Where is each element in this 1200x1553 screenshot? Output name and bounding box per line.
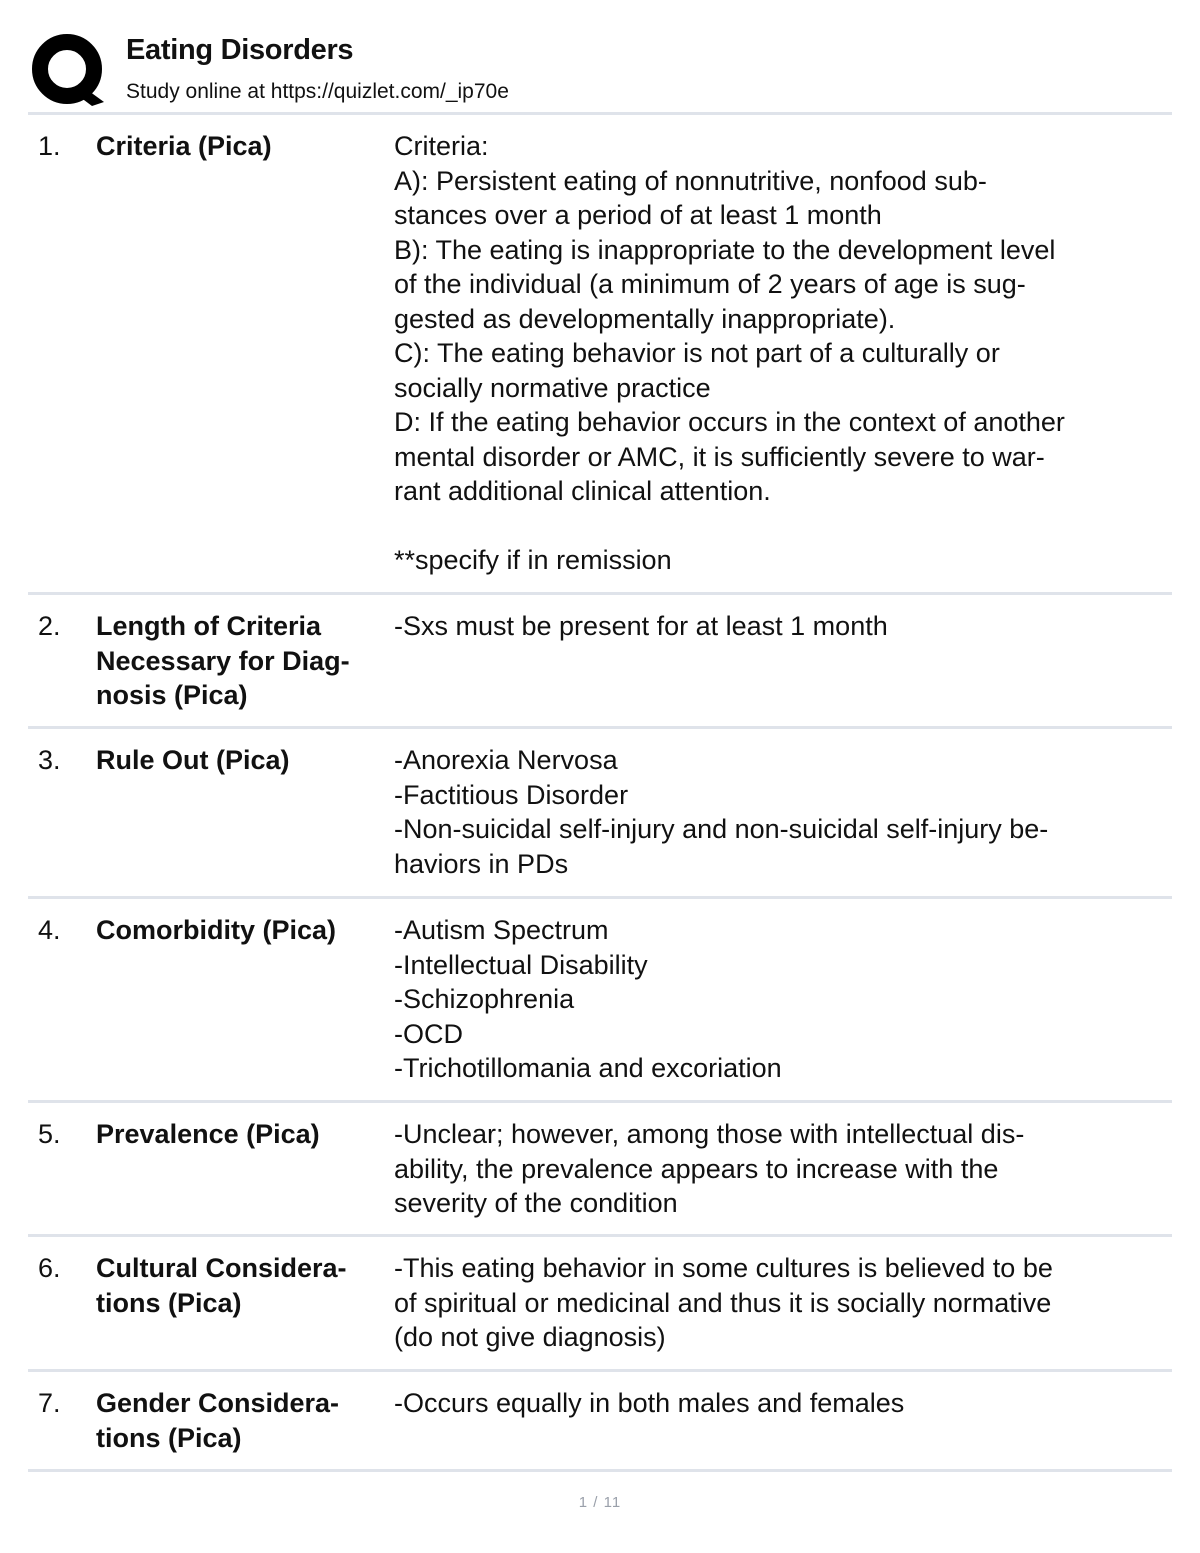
card-number: 5.: [38, 1119, 61, 1149]
flashcard-list: [28, 112, 1172, 1472]
card-number: 1.: [38, 131, 61, 161]
card-term: Gender Considera- tions (Pica): [96, 1388, 340, 1453]
card-definition: -Anorexia Nervosa -Factitious Disorder -Non-suicidal self-injury and non-suicidal self-injury be- haviors in PDs: [394, 745, 1049, 879]
card-definition: -Sxs must be present for at least 1 month: [394, 611, 888, 641]
card-term: Comorbidity (Pica): [96, 915, 337, 945]
page-number: 1 / 11: [578, 1494, 622, 1511]
card-term: Criteria (Pica): [96, 131, 272, 161]
card-number: 4.: [38, 915, 61, 945]
card-row: [28, 1103, 1172, 1237]
card-row: [28, 595, 1172, 729]
card-row: [28, 729, 1172, 899]
card-row: [28, 115, 1172, 595]
card-term: Length of Criteria Necessary for Diag- nosis (Pica): [96, 611, 350, 710]
card-number: 2.: [38, 611, 61, 641]
card-definition: Criteria: A): Persistent eating of nonnutritive, nonfood sub- stances over a period of at least 1 month B): The eating is inappropriate to the development level of the individual (a minimum of 2 years of age is sug- gested as developmentally inappropriate). C): The eating behavior is not part of a culturally or socially normative practice D: If the eating behavior occurs in the context of another mental disorder or AMC, it is sufficiently severe to war- rant additional clinical attention. **specify if in remission: [394, 131, 1065, 575]
card-definition: -This eating behavior in some cultures is believed to be of spiritual or medicinal and thus it is socially normative (do not give diagnosis): [394, 1253, 1053, 1352]
study-online-link-text[interactable]: Study online at https://quizlet.com/_ip70e: [126, 80, 509, 103]
card-definition: -Autism Spectrum -Intellectual Disability -Schizophrenia -OCD -Trichotillomania and excoriation: [394, 915, 782, 1083]
quizlet-q-logo-icon: [30, 32, 110, 108]
card-term: Rule Out (Pica): [96, 745, 290, 775]
page-title: Eating Disorders: [126, 34, 354, 66]
card-row: [28, 1372, 1172, 1472]
card-row: [28, 899, 1172, 1103]
card-row: [28, 1237, 1172, 1372]
page-header: [28, 28, 1172, 112]
card-term: Cultural Considera- tions (Pica): [96, 1253, 347, 1318]
card-definition: -Unclear; however, among those with intellectual dis- ability, the prevalence appears to increase with the severity of the condition: [394, 1119, 1025, 1218]
card-number: 7.: [38, 1388, 61, 1418]
card-term: Prevalence (Pica): [96, 1119, 320, 1149]
card-number: 6.: [38, 1253, 61, 1283]
card-definition: -Occurs equally in both males and females: [394, 1388, 905, 1418]
card-number: 3.: [38, 745, 61, 775]
